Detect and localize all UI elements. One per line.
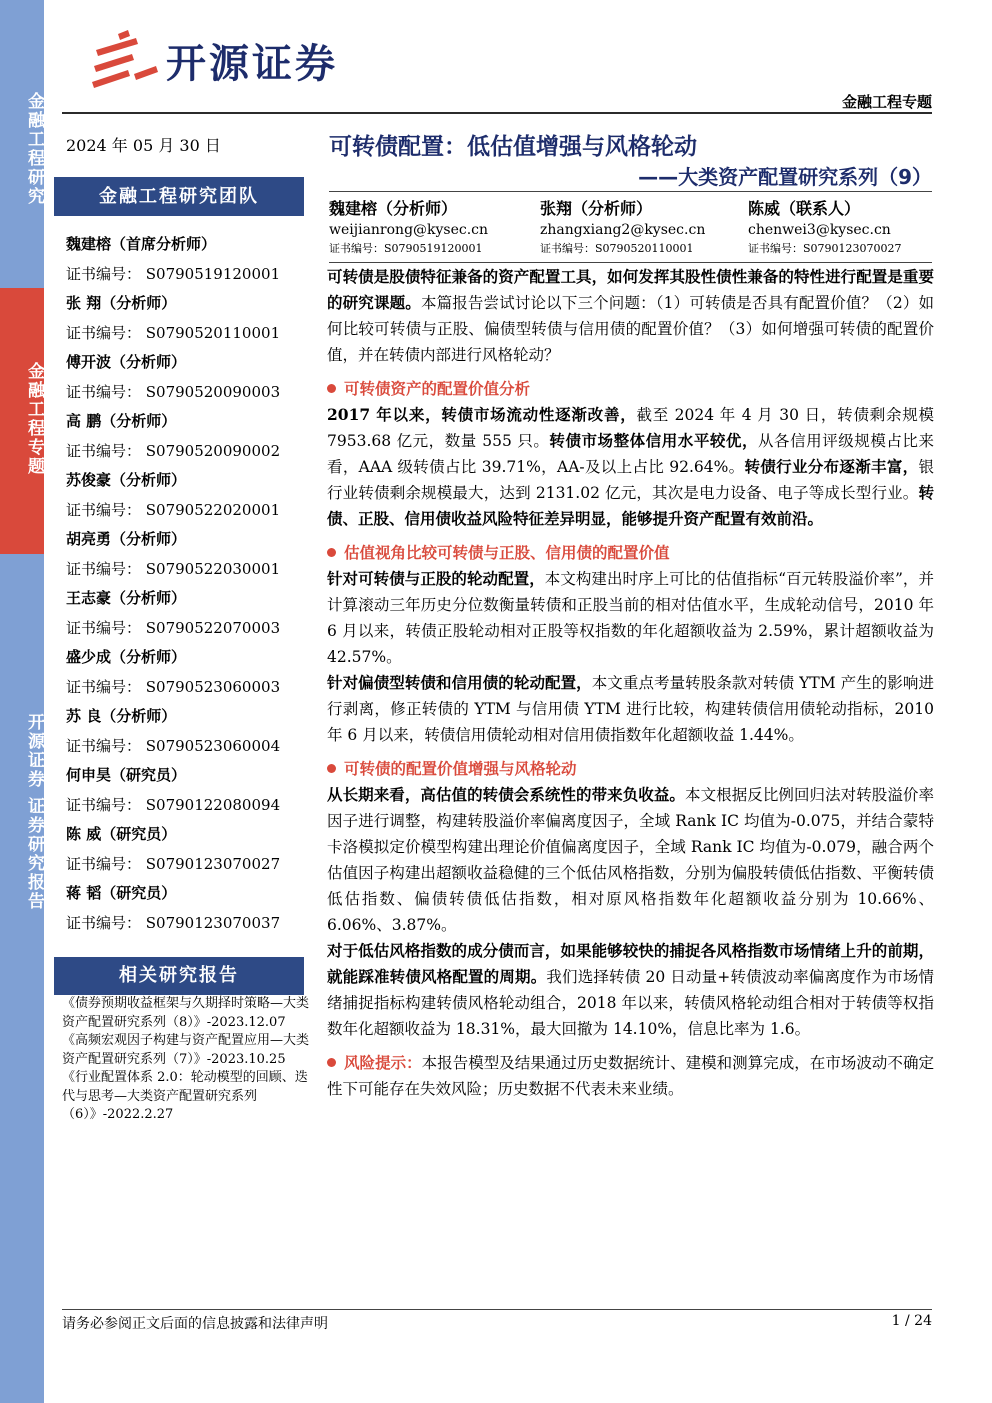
header-divider (62, 112, 932, 114)
team-member-cert: 证书编号： S0790520090002 (66, 442, 281, 460)
team-member-cert: 证书编号： S0790123070037 (66, 914, 281, 932)
team-member (66, 587, 306, 646)
author-email[interactable]: weijianrong@kysec.cn (329, 222, 489, 238)
authors-divider-bottom (329, 262, 932, 263)
author-cert: 证书编号：S0790520110001 (540, 242, 694, 255)
team-member (66, 292, 306, 351)
team-member (66, 528, 306, 587)
bullet-icon (327, 764, 336, 773)
section-heading-text: 可转债资产的配置价值分析 (344, 380, 531, 398)
section-heading (327, 756, 934, 782)
bold-text: 转债行业分布逐渐丰富， (744, 457, 919, 476)
kysec-logo-icon (88, 30, 160, 88)
report-body (327, 264, 934, 1102)
author-cert: 证书编号：S0790123070027 (748, 242, 902, 255)
team-banner: 金融工程研究团队 (54, 177, 304, 216)
related-item[interactable]: 《高频宏观因子构建与资产配置应用—大类资产配置研究系列（7）》-2023.10.25 (62, 1033, 310, 1067)
related-item[interactable]: 《行业配置体系 2.0：轮动模型的回顾、迭代与思考—大类资产配置研究系列（6）》-2022.2.27 (62, 1070, 308, 1122)
side-strip (0, 0, 44, 1403)
body-text: 本文根据反比例回归法对转股溢价率因子进行调整，构建转股溢价率偏离度因子，全域 Rank IC 均值为-0.075，并结合蒙特卡洛模拟定价模型构建出理论价值偏离度因子，全域 Rank IC 均值为-0.079，融合两个估值因子构建出超额收益稳健的三个低估风格指数，分别为偏股转债低估指数、平衡转债低估指数、偏债转债低估指数，相对原风格指数年化超额收益分别为 10.66%、6.06%、3.87%。 (327, 786, 934, 934)
section-paragraph (327, 938, 934, 1042)
author-block (329, 198, 488, 258)
bold-text: 针对偏债型转债和信用债的轮动配置， (327, 673, 592, 692)
team-member-cert: 证书编号： S0790522020001 (66, 501, 281, 519)
author-name: 魏建榕（分析师） (329, 199, 458, 218)
team-member-cert: 证书编号： S0790522030001 (66, 560, 281, 578)
author-name: 张翔（分析师） (540, 199, 653, 218)
section-heading (327, 376, 934, 402)
footer-divider (62, 1309, 932, 1310)
related-list (62, 995, 312, 1125)
header-tag: 金融工程专题 (841, 93, 932, 111)
section-paragraph (327, 782, 934, 938)
team-member (66, 764, 306, 823)
page-number: 1 / 24 (891, 1313, 932, 1329)
side-label-middle: 金融工程专题 (24, 362, 44, 476)
body-text: 本文构建出时序上可比的估值指标“百元转股溢价率”，并计算滚动三年历史分位数衡量转债和正股当前的相对估值水平，生成轮动信号，2010 年 6 月以来，转债正股轮动相对正股等权指数的年化超额收益为 2.59%，累计超额收益为 42.57%。 (327, 570, 934, 666)
section-heading-text: 可转债的配置价值增强与风格轮动 (344, 760, 577, 778)
risk-paragraph (327, 1050, 934, 1102)
team-member-name: 陈 威（研究员） (66, 825, 177, 843)
body-text: 从各信用评级规模占比来看，AAA 级转债占比 39.71%，AA-及以上占比 92.64%。 (327, 432, 934, 476)
body-text: 本文重点考量转股条款对转债 YTM 产生的影响进行剥离，修正转债的 YTM 与信用债 YTM 进行比较，构建转债信用债轮动指标，2010 年 6 月以来，转债信用债轮动相对信用债指数年化超额收益 1.44%。 (327, 674, 934, 744)
bold-text: 2017 年以来，转债市场流动性逐渐改善， (327, 405, 637, 424)
team-member-name: 高 鹏（分析师） (66, 412, 177, 430)
related-item[interactable]: 《债券预期收益框架与久期择时策略—大类资产配置研究系列（8）》-2023.12.07 (62, 996, 310, 1030)
author-name: 陈威（联系人） (748, 199, 861, 218)
section-paragraph (327, 670, 934, 748)
bold-text: 转债、正股、信用债收益风险特征差异明显，能够提升资产配置有效前沿。 (327, 483, 934, 528)
bold-text: 对于低估风格指数的成分债而言，如果能够较快的捕捉各风格指数市场情绪上升的前期，就能踩准转债风格配置的周期。 (327, 941, 934, 986)
bold-text: 转债市场整体信用水平较优， (549, 431, 759, 450)
team-member (66, 646, 306, 705)
side-label-top: 金融工程研究 (24, 92, 44, 206)
team-member (66, 410, 306, 469)
team-member-name: 胡亮勇（分析师） (66, 530, 187, 548)
team-member-name: 王志豪（分析师） (66, 589, 187, 607)
bullet-icon (327, 384, 336, 393)
team-member-name: 张 翔（分析师） (66, 294, 177, 312)
team-member-cert: 证书编号： S0790519120001 (66, 265, 281, 283)
section-paragraph (327, 402, 934, 532)
team-member-cert: 证书编号： S0790520110001 (66, 324, 281, 342)
team-member-cert: 证书编号： S0790520090003 (66, 383, 281, 401)
team-member-name: 盛少成（分析师） (66, 648, 187, 666)
bullet-icon (327, 1058, 336, 1067)
team-member-cert: 证书编号： S0790522070003 (66, 619, 281, 637)
body-text: 银行业转债剩余规模最大，达到 2131.02 亿元，其次是电力设备、电子等成长型行业。 (327, 458, 934, 502)
brand-logo (88, 30, 388, 90)
report-title: 可转债配置：低估值增强与风格轮动 (329, 134, 697, 160)
team-member (66, 882, 306, 941)
team-member (66, 705, 306, 764)
brand-name: 开源证券 (166, 41, 338, 87)
bullet-icon (327, 548, 336, 557)
author-cert: 证书编号：S0790519120001 (329, 242, 483, 255)
author-email[interactable]: zhangxiang2@kysec.cn (540, 222, 706, 238)
team-member (66, 469, 306, 528)
bold-text: 从长期来看，高估值的转债会系统性的带来负收益。 (327, 785, 685, 804)
team-member-cert: 证书编号： S0790123070027 (66, 855, 281, 873)
team-member-name: 魏建榕（首席分析师） (66, 235, 217, 253)
team-member-name: 何申昊（研究员） (66, 766, 187, 784)
team-member-name: 傅开波（分析师） (66, 353, 187, 371)
team-member-cert: 证书编号： S0790122080094 (66, 796, 281, 814)
intro-paragraph (327, 264, 934, 368)
team-list (66, 233, 306, 941)
bold-text: 针对可转债与正股的轮动配置， (327, 569, 545, 588)
risk-text: 本报告模型及结果通过历史数据统计、建模和测算完成，在市场波动不确定性下可能存在失效风险；历史数据不代表未来业绩。 (327, 1054, 934, 1098)
team-member-cert: 证书编号： S0790523060003 (66, 678, 281, 696)
related-banner: 相关研究报告 (54, 957, 304, 995)
team-member (66, 351, 306, 410)
risk-label: 风险提示： (344, 1053, 422, 1072)
report-date: 2024 年 05 月 30 日 (66, 136, 221, 155)
intro-text: 本篇报告尝试讨论以下三个问题：（1）可转债是否具有配置价值？（2）如何比较可转债与正股、偏债型转债与信用债的配置价值？（3）如何增强可转债的配置价值，并在转债内部进行风格轮动？ (327, 294, 934, 364)
intro-bold: 可转债是股债特征兼备的资产配置工具，如何发挥其股性债性兼备的特性进行配置是重要的研究课题。 (327, 267, 934, 312)
footer-disclaimer: 请务必参阅正文后面的信息披露和法律声明 (62, 1316, 328, 1332)
team-member-name: 蒋 韬（研究员） (66, 884, 177, 902)
author-block (748, 198, 902, 258)
authors-divider-top (329, 191, 932, 192)
body-text: 截至 2024 年 4 月 30 日，转债剩余规模 7953.68 亿元，数量 555 只。 (327, 406, 934, 450)
team-member-cert: 证书编号： S0790523060004 (66, 737, 281, 755)
author-block (540, 198, 705, 258)
section-paragraph (327, 566, 934, 670)
author-email[interactable]: chenwei3@kysec.cn (748, 222, 891, 238)
team-member (66, 233, 306, 292)
team-member (66, 823, 306, 882)
section-heading (327, 540, 934, 566)
report-subtitle: ——大类资产配置研究系列（9） (638, 165, 932, 189)
side-label-bottom: 开源证券 证券研究报告 (24, 713, 44, 911)
team-member-name: 苏 良（分析师） (66, 707, 177, 725)
body-text: 我们选择转债 20 日动量+转债波动率偏离度作为市场情绪捕捉指标构建转债风格轮动组合，2018 年以来，转债风格轮动组合相对于转债等权指数年化超额收益为 18.31%，最大回撤为 14.10%，信息比率为 1.6。 (327, 968, 934, 1038)
section-heading-text: 估值视角比较可转债与正股、信用债的配置价值 (344, 544, 670, 562)
team-member-name: 苏俊豪（分析师） (66, 471, 187, 489)
